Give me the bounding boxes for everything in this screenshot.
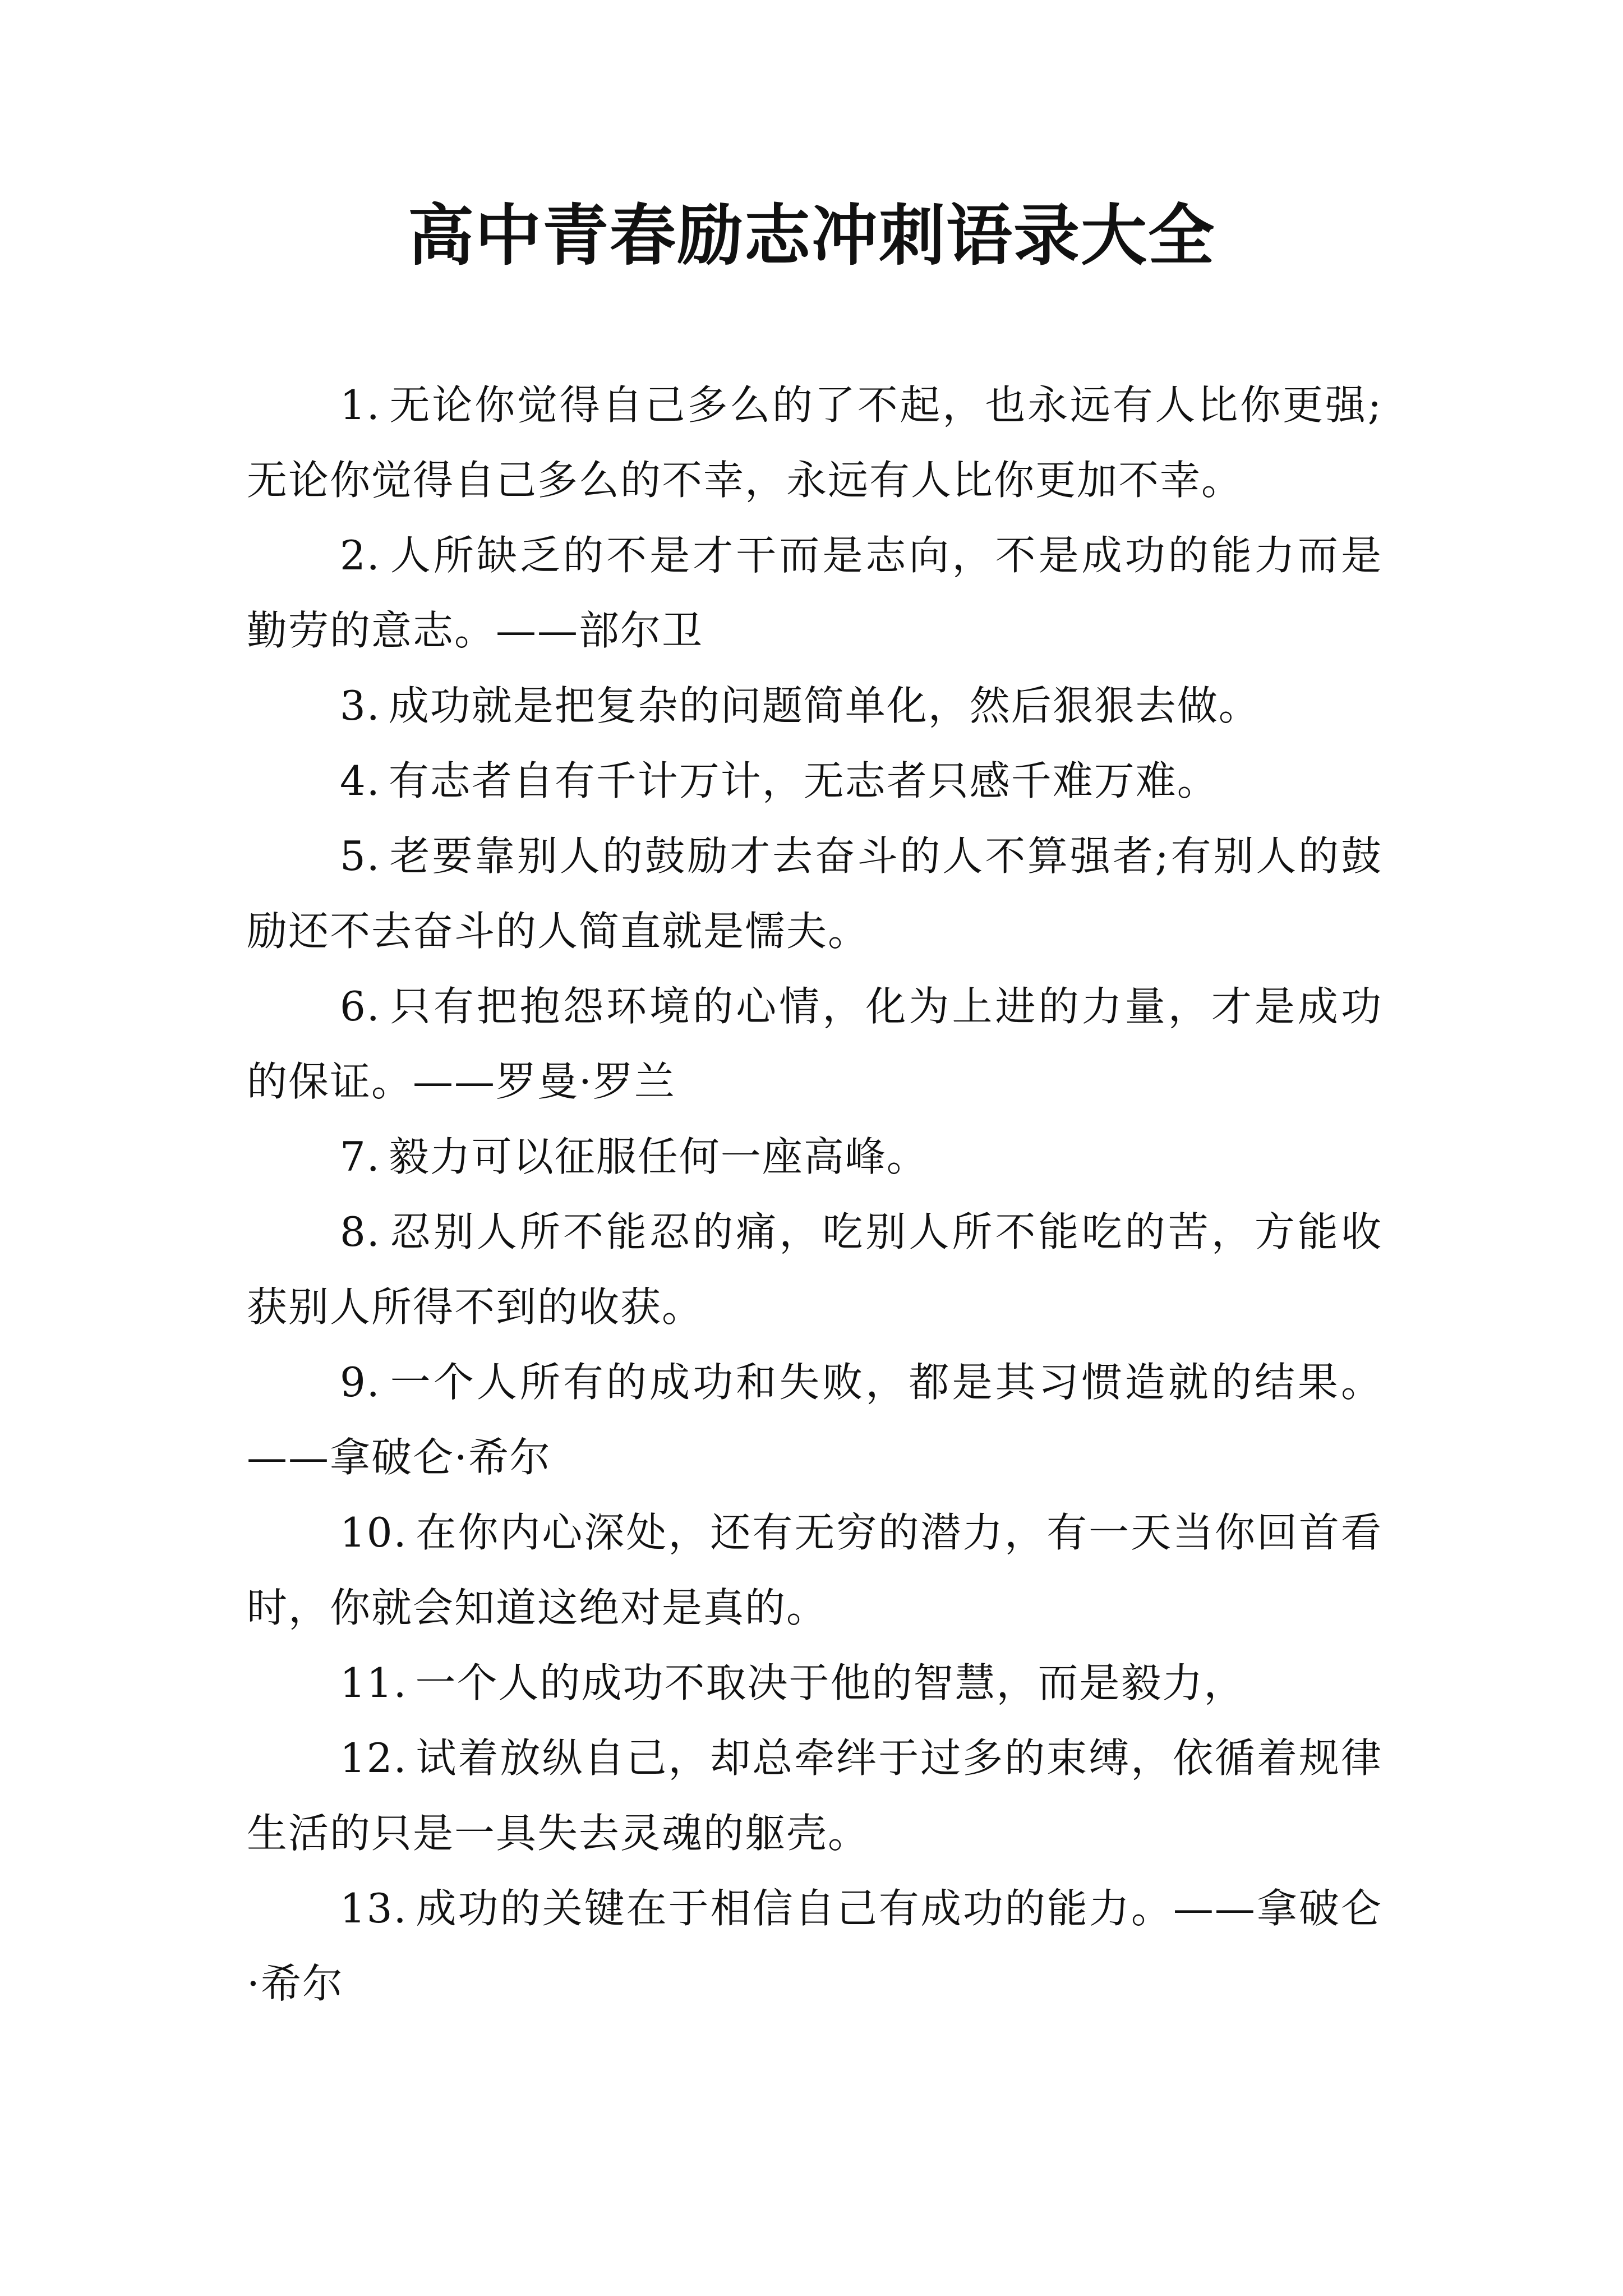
quote-text: 试着放纵自己，却总牵绊于过多的束缚，依循着规律生活的只是一具失去灵魂的躯壳。 <box>247 1734 1382 1857</box>
quote-number: 13. <box>340 1885 408 1932</box>
quote-item <box>247 1345 1382 1495</box>
quote-item <box>247 1720 1382 1871</box>
quote-text: 一个人所有的成功和失败，都是其习惯造就的结果。——拿破仑·希尔 <box>247 1359 1382 1481</box>
quote-item <box>247 1119 1382 1194</box>
quote-number: 1. <box>340 381 381 429</box>
quote-text: 在你内心深处，还有无穷的潜力，有一天当你回首看时，你就会知道这绝对是真的。 <box>247 1509 1382 1631</box>
quote-number: 10. <box>340 1509 408 1556</box>
quote-item <box>247 518 1382 668</box>
quote-number: 9. <box>340 1359 381 1406</box>
quote-number: 12. <box>340 1734 408 1782</box>
quote-number: 8. <box>340 1208 381 1255</box>
quote-item <box>247 367 1382 518</box>
quote-number: 4. <box>340 757 381 804</box>
quote-number: 3. <box>340 682 381 729</box>
quote-item <box>247 1871 1382 2021</box>
quote-text: 成功就是把复杂的问题简单化，然后狠狠去做。 <box>388 682 1260 729</box>
quote-text: 老要靠别人的鼓励才去奋斗的人不算强者;有别人的鼓励还不去奋斗的人简直就是懦夫。 <box>247 832 1382 955</box>
quote-item <box>247 668 1382 743</box>
quote-item <box>247 818 1382 969</box>
quote-item <box>247 743 1382 818</box>
document-title: 高中青春励志冲刺语录大全 <box>407 197 1215 274</box>
quote-text: 有志者自有千计万计，无志者只感千难万难。 <box>388 757 1219 804</box>
quote-text: 一个人的成功不取决于他的智慧，而是毅力， <box>415 1659 1246 1706</box>
quote-text: 无论你觉得自己多么的了不起，也永远有人比你更强;无论你觉得自己多么的不幸，永远有人比你更加不幸。 <box>247 381 1382 504</box>
quote-text: 成功的关键在于相信自己有成功的能力。——拿破仑·希尔 <box>247 1885 1382 2007</box>
quote-text: 只有把抱怨环境的心情，化为上进的力量，才是成功的保证。——罗曼·罗兰 <box>247 983 1382 1105</box>
quote-text: 人所缺乏的不是才干而是志向，不是成功的能力而是勤劳的意志。——部尔卫 <box>247 532 1382 654</box>
quote-number: 2. <box>340 532 381 579</box>
quote-item <box>247 1645 1382 1720</box>
quote-number: 5. <box>340 832 381 880</box>
quote-text: 毅力可以征服任何一座高峰。 <box>388 1133 928 1180</box>
quote-list <box>247 367 1382 2021</box>
quote-item <box>247 969 1382 1119</box>
quote-number: 7. <box>340 1133 381 1180</box>
quote-item <box>247 1194 1382 1345</box>
quote-number: 6. <box>340 983 381 1030</box>
quote-text: 忍别人所不能忍的痛，吃别人所不能吃的苦，方能收获别人所得不到的收获。 <box>247 1208 1382 1331</box>
quote-number: 11. <box>340 1659 408 1706</box>
quote-item <box>247 1495 1382 1645</box>
